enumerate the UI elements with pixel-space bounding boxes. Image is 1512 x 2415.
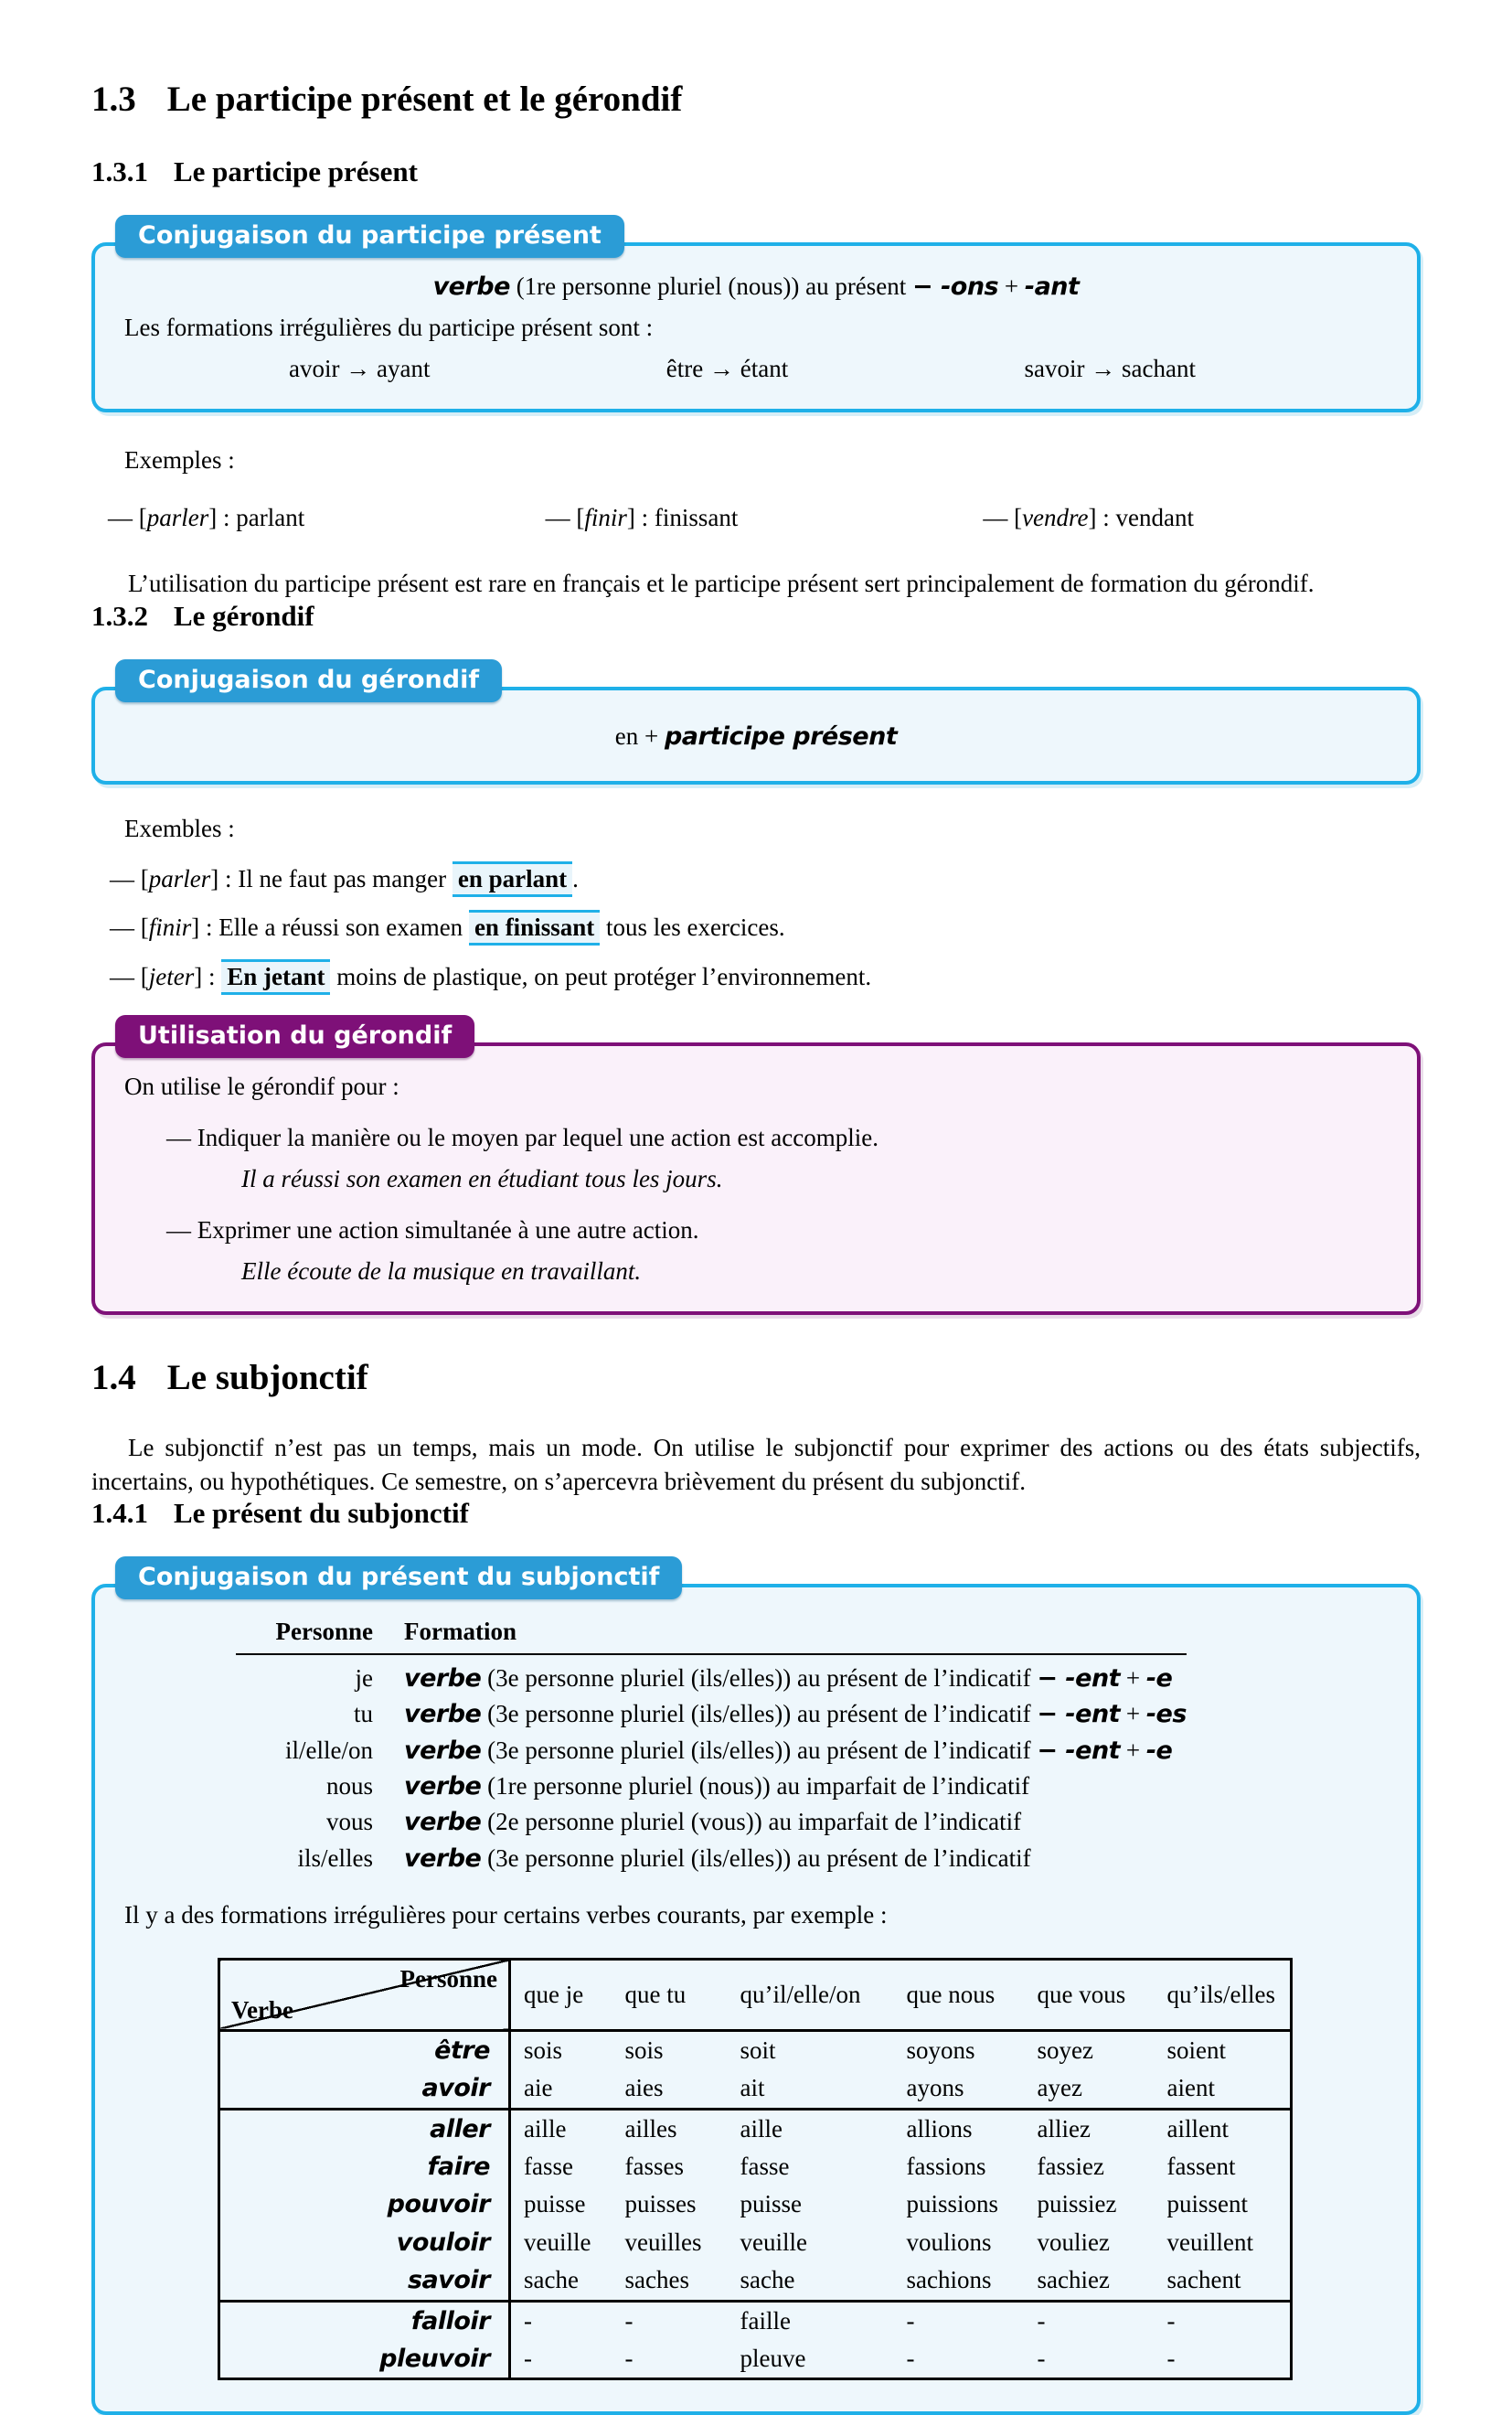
usage-example: Il a réussi son examen en étudiant tous les jours.	[241, 1164, 723, 1192]
verb-cell: faire	[219, 2148, 510, 2185]
conjugation-cell: aies	[624, 2074, 664, 2102]
formation-cell	[373, 1804, 1187, 1840]
text-segment: − -ons	[912, 272, 999, 302]
personne-cell: il/elle/on	[285, 1736, 373, 1764]
text-segment: — [	[983, 503, 1023, 531]
conjugation-cell: fasses	[624, 2153, 684, 2181]
conjugation-cell: ayez	[1037, 2074, 1082, 2102]
subsection-heading-1-4-1	[91, 1498, 1421, 1529]
box-title-tab: Utilisation du gérondif	[115, 1015, 474, 1058]
formation-table-body	[236, 1654, 1187, 1877]
conjugation-cell: puisse	[740, 2190, 802, 2218]
highlighted-phrase: En jetant	[221, 959, 330, 995]
text-segment: parler	[146, 503, 209, 531]
conjugation-cell: veuilles	[624, 2228, 702, 2256]
usage-example: Elle écoute de la musique en travaillant.	[241, 1256, 642, 1285]
text-segment: +	[1120, 1700, 1146, 1728]
formation-cell	[373, 1654, 1187, 1696]
conjugation-cell: sache	[524, 2266, 579, 2294]
column-header: que nous	[894, 1959, 1025, 2030]
subsection-number: 1.3.1	[91, 155, 148, 187]
conjugation-cell: -	[906, 2344, 915, 2372]
text-segment: en +	[614, 721, 665, 750]
conjugation-cell: soient	[1166, 2036, 1226, 2064]
conjugation-cell: veuille	[524, 2228, 591, 2256]
irregular-intro: Les formations irrégulières du participe présent sont :	[124, 314, 654, 342]
text-segment: (3e personne pluriel (ils/elles)) au présent de l’indicatif	[481, 1736, 1038, 1764]
example-item	[983, 501, 1421, 534]
example-item	[110, 911, 1421, 944]
text-segment: ] : Il ne faut pas manger	[210, 864, 453, 892]
text-segment: vendre	[1022, 503, 1089, 531]
conjugation-cell: ait	[740, 2074, 765, 2102]
diagonal-corner-cell	[219, 1959, 510, 2030]
text-segment: verbe	[404, 1700, 482, 1729]
text-segment: — [	[545, 503, 585, 531]
text-segment: (3e personne pluriel (ils/elles)) au présent de l’indicatif	[481, 1663, 1038, 1692]
column-header-formation: Formation	[373, 1617, 1187, 1653]
box-title-tab: Conjugaison du gérondif	[115, 659, 502, 702]
box-body	[91, 1042, 1421, 1315]
formation-row	[236, 1696, 1187, 1732]
text-segment: − -ent	[1037, 1663, 1121, 1693]
formula-line	[124, 720, 1388, 753]
formation-row	[236, 1733, 1187, 1769]
text-segment: +	[1120, 1736, 1146, 1764]
table-row	[219, 2185, 1292, 2223]
conjugation-cell: -	[524, 2306, 532, 2335]
column-header: que tu	[612, 1959, 728, 2030]
text-segment: +	[998, 272, 1025, 301]
conjugation-cell: ailles	[624, 2114, 677, 2143]
table-row	[219, 2109, 1292, 2148]
irregular-forms-row	[124, 352, 1388, 385]
text-segment: verbe	[404, 1772, 482, 1801]
table-row	[219, 2148, 1292, 2185]
text-segment: verbe	[404, 1808, 482, 1837]
text-segment: -e	[1145, 1663, 1173, 1693]
conjugation-cell: fasse	[524, 2153, 573, 2181]
conjugation-cell: fassions	[906, 2153, 986, 2181]
box-title-tab: Conjugaison du présent du subjonctif	[115, 1556, 682, 1599]
conjugation-cell: aient	[1166, 2074, 1215, 2102]
formation-cell	[373, 1696, 1187, 1732]
conjugation-cell: vouliez	[1037, 2228, 1110, 2256]
text-segment: ] :	[194, 962, 222, 990]
column-header: qu’ils/elles	[1155, 1959, 1292, 2030]
box-body	[91, 1584, 1421, 2415]
text-segment: -es	[1145, 1700, 1187, 1729]
text-segment: participe présent	[664, 721, 898, 751]
text-segment: − -ent	[1037, 1736, 1121, 1765]
conjugation-cell: aillent	[1166, 2114, 1229, 2143]
text-segment: — [	[110, 962, 149, 990]
conjugation-cell: aie	[524, 2074, 553, 2102]
exemples-participe-row	[108, 501, 1421, 534]
highlighted-phrase: en finissant	[469, 910, 600, 946]
text-segment: verbe	[404, 1736, 482, 1765]
conjugation-cell: alliez	[1037, 2114, 1091, 2143]
text-segment: finir	[584, 503, 627, 531]
verb-cell: être	[219, 2030, 510, 2069]
subsection-number: 1.4.1	[91, 1496, 148, 1529]
section-heading-1-3	[91, 80, 1421, 120]
conjugation-cell: sois	[524, 2036, 563, 2064]
conjugation-cell: soyez	[1037, 2036, 1093, 2064]
exemples-gerondif-list	[91, 862, 1421, 993]
personne-cell: je	[355, 1663, 373, 1692]
text-segment: (1re personne pluriel (nous)) au présent	[509, 272, 913, 301]
example-item	[110, 960, 1421, 993]
conjugation-cell: saches	[624, 2266, 689, 2294]
section-number: 1.4	[91, 1358, 136, 1398]
column-header-personne: Personne	[236, 1617, 373, 1653]
example-item	[110, 862, 1421, 895]
corner-label-verbe: Verbe	[231, 1996, 293, 2025]
exembles-label: Exembles :	[124, 815, 235, 843]
text-segment: — [	[108, 503, 147, 531]
text-segment: ] : finissant	[626, 503, 739, 531]
text-segment: ] : vendant	[1088, 503, 1195, 531]
text-segment: (3e personne pluriel (ils/elles)) au présent de l’indicatif	[481, 1700, 1038, 1728]
text-segment: -ant	[1024, 272, 1080, 302]
usage-item: — Exprimer une action simultanée à une autre action.	[166, 1216, 699, 1245]
irregular-verbs-table	[218, 1958, 1293, 2381]
conjugation-cell: sachiez	[1037, 2266, 1110, 2294]
conjugation-cell: allions	[906, 2114, 973, 2143]
verb-cell: aller	[219, 2109, 510, 2148]
conjugation-cell: -	[1037, 2344, 1046, 2372]
formation-row	[236, 1769, 1187, 1804]
formula-line	[124, 270, 1388, 304]
text-segment: jeter	[148, 962, 195, 990]
example-item	[546, 501, 984, 534]
text-segment: tous les exercices.	[600, 914, 785, 942]
conjugation-cell: fasse	[740, 2153, 790, 2181]
paragraph-subjonctif: Le subjonctif n’est pas un temps, mais un mode. On utilise le subjonctif pour exprimer des actions ou des états subjectifs, incertains, ou hypothétiques. Ce semestre, on s’apercevra brièvement du présent du subjonctif.	[91, 1434, 1421, 1495]
conjugation-cell: sache	[740, 2266, 795, 2294]
conjugation-cell: veuille	[740, 2228, 807, 2256]
formation-row	[236, 1841, 1187, 1876]
highlighted-phrase: en parlant	[453, 861, 572, 897]
usage-list	[124, 1121, 1388, 1288]
section-heading-1-4	[91, 1359, 1421, 1398]
verb-cell: avoir	[219, 2069, 510, 2109]
subsection-title: Le présent du subjonctif	[174, 1496, 469, 1529]
verb-cell: pouvoir	[219, 2185, 510, 2223]
formation-row	[236, 1654, 1187, 1696]
irregular-intro: Il y a des formations irrégulières pour certains verbes courants, par exemple :	[124, 1901, 888, 1929]
subsection-heading-1-3-2	[91, 601, 1421, 632]
text-segment: parler	[148, 864, 211, 892]
usage-intro: On utilise le gérondif pour :	[124, 1073, 399, 1101]
text-segment: finir	[148, 914, 192, 942]
text-segment: moins de plastique, on peut protéger l’environnement.	[330, 962, 872, 990]
text-segment: (2e personne pluriel (vous)) au imparfait de l’indicatif	[481, 1808, 1022, 1836]
conjugation-cell: puissent	[1166, 2190, 1249, 2218]
box-body	[91, 242, 1421, 412]
verb-cell: savoir	[219, 2261, 510, 2301]
formation-table	[236, 1617, 1187, 1876]
personne-cell: vous	[325, 1808, 373, 1836]
formation-cell	[373, 1769, 1187, 1804]
conjugation-cell: faille	[740, 2306, 791, 2335]
text-segment: − -ent	[1037, 1700, 1121, 1729]
text-segment: verbe	[404, 1843, 482, 1873]
conjugation-cell: -	[624, 2306, 634, 2335]
text-segment: +	[1120, 1663, 1146, 1692]
conjugation-cell: sachent	[1166, 2266, 1241, 2294]
conjugation-cell: sachions	[906, 2266, 992, 2294]
section-number: 1.3	[91, 80, 136, 119]
conjugation-cell: -	[624, 2344, 634, 2372]
conjugation-cell: -	[524, 2344, 532, 2372]
formation-header-row	[236, 1617, 1187, 1653]
verb-cell: vouloir	[219, 2224, 510, 2261]
text-segment: (3e personne pluriel (ils/elles)) au présent de l’indicatif	[481, 1843, 1031, 1872]
text-segment: ] : Elle a réussi son examen	[191, 914, 469, 942]
conjugation-cell: ayons	[906, 2074, 964, 2102]
section-title: Le subjonctif	[166, 1358, 368, 1398]
box-title-tab: Conjugaison du participe présent	[115, 215, 624, 258]
table-row	[219, 2224, 1292, 2261]
formation-cell	[373, 1841, 1187, 1876]
text-segment: verbe	[404, 1663, 482, 1693]
text-segment: .	[572, 864, 579, 892]
text-segment: (1re personne pluriel (nous)) au imparfait de l’indicatif	[481, 1772, 1030, 1800]
conjugation-cell: aille	[740, 2114, 783, 2143]
personne-cell: tu	[353, 1700, 373, 1728]
conjugation-box-participe	[91, 215, 1421, 412]
usage-item: — Indiquer la manière ou le moyen par lequel une action est accomplie.	[166, 1124, 878, 1152]
conjugation-cell: puisses	[624, 2190, 697, 2218]
section-title: Le participe présent et le gérondif	[166, 80, 683, 119]
subsection-number: 1.3.2	[91, 599, 148, 632]
conjugation-cell: sois	[624, 2036, 664, 2064]
text-segment: ] : parlant	[208, 503, 305, 531]
column-header: que vous	[1025, 1959, 1155, 2030]
table-row	[219, 2340, 1292, 2379]
text-segment: -e	[1145, 1736, 1173, 1765]
conjugation-cell: -	[1037, 2306, 1046, 2335]
conjugation-cell: -	[1166, 2344, 1176, 2372]
conjugation-cell: voulions	[906, 2228, 992, 2256]
conjugation-box-gerondif	[91, 659, 1421, 785]
conjugation-cell: puissions	[906, 2190, 999, 2218]
text-segment: — [	[110, 864, 149, 892]
verb-group	[219, 2301, 1292, 2379]
verb-cell: falloir	[219, 2301, 510, 2340]
conjugation-cell: aille	[524, 2114, 567, 2143]
table-row	[219, 2030, 1292, 2069]
conjugation-cell: pleuve	[740, 2344, 806, 2372]
verb-group	[219, 2030, 1292, 2109]
column-header: que je	[510, 1959, 612, 2030]
subsection-title: Le participe présent	[174, 155, 418, 187]
conjugation-cell: soyons	[906, 2036, 975, 2064]
conjugation-cell: fassiez	[1037, 2153, 1104, 2181]
verb-group	[219, 2109, 1292, 2301]
usage-box-gerondif	[91, 1015, 1421, 1315]
table-row	[219, 2069, 1292, 2109]
conjugation-cell: soit	[740, 2036, 776, 2064]
paragraph-participe: L’utilisation du participe présent est rare en français et le participe présent sert principalement de formation du gérondif.	[128, 570, 1315, 598]
irregular-form: savoir → sachant	[1024, 354, 1196, 382]
text-segment: — [	[110, 914, 149, 942]
formation-cell	[373, 1733, 1187, 1769]
personne-cell: nous	[325, 1772, 373, 1800]
example-item	[108, 501, 546, 534]
subsection-heading-1-3-1	[91, 156, 1421, 187]
exemples-label: Exemples :	[124, 446, 235, 475]
table-row	[219, 2261, 1292, 2301]
table-row	[219, 2301, 1292, 2340]
conjugation-cell: puisse	[524, 2190, 586, 2218]
formation-row	[236, 1804, 1187, 1840]
subsection-title: Le gérondif	[174, 599, 314, 632]
conjugation-cell: -	[906, 2306, 915, 2335]
column-header: qu’il/elle/on	[728, 1959, 894, 2030]
conjugation-cell: -	[1166, 2306, 1176, 2335]
conjugation-cell: fassent	[1166, 2153, 1236, 2181]
text-segment: verbe	[432, 272, 510, 302]
personne-cell: ils/elles	[297, 1843, 373, 1872]
conjugation-cell: veuillent	[1166, 2228, 1253, 2256]
irregular-form: avoir → ayant	[289, 354, 431, 382]
corner-label-personne: Personne	[399, 1964, 497, 1993]
verb-cell: pleuvoir	[219, 2340, 510, 2379]
irregular-header-row	[219, 1959, 1292, 2030]
conjugation-cell: puissiez	[1037, 2190, 1117, 2218]
conjugation-box-subjonctif	[91, 1556, 1421, 2415]
irregular-form: être → étant	[665, 354, 789, 382]
